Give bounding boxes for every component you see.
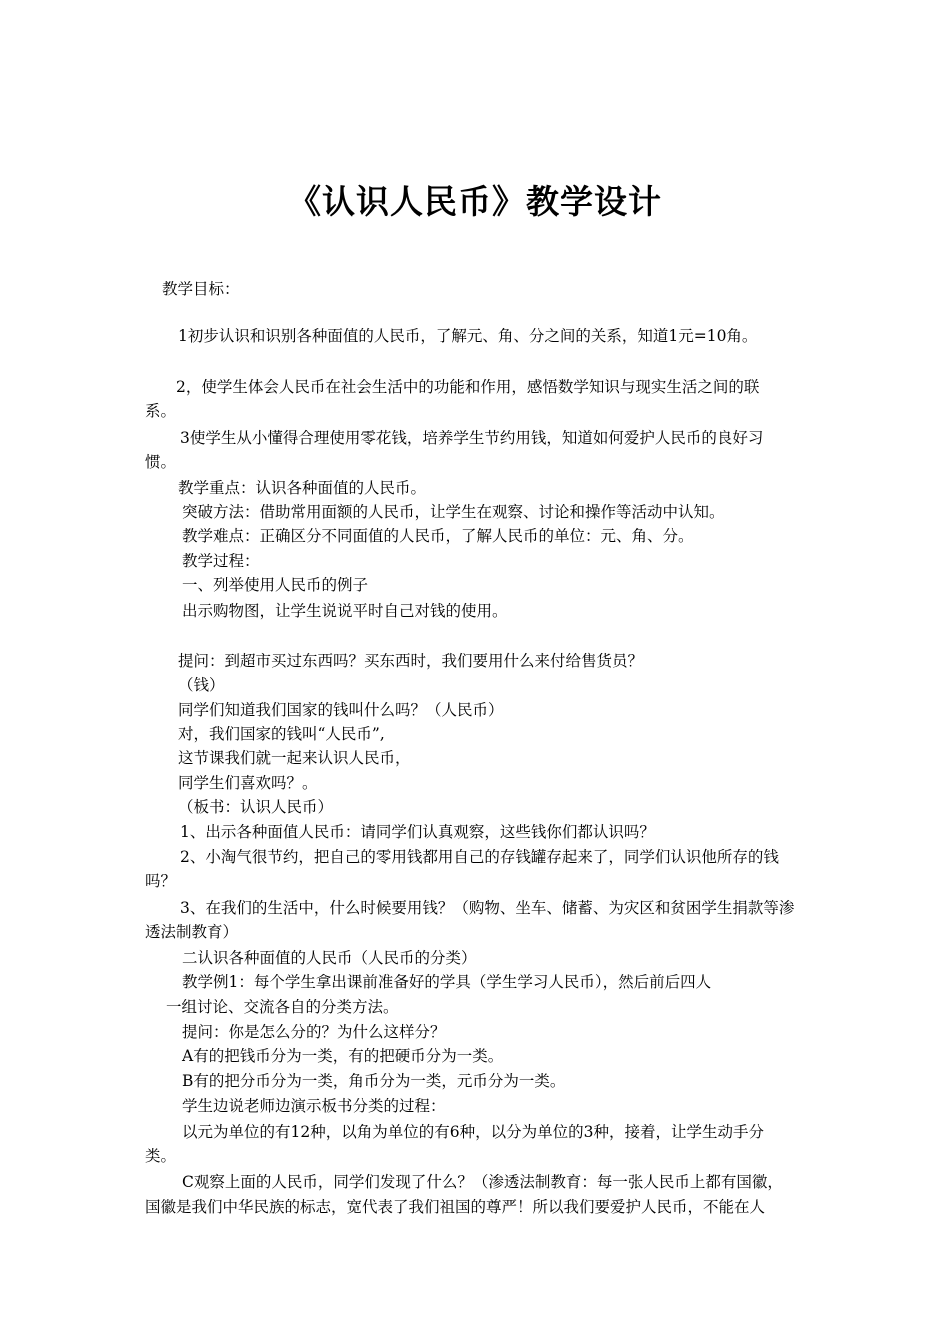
text-line: 突破方法：借助常用面额的人民币，让学生在观察、讨论和操作等活动中认知。	[182, 503, 725, 521]
text-line: 二认识各种面值的人民币（人民币的分类）	[182, 949, 477, 967]
text-line: 对，我们国家的钱叫“人民币”,	[178, 725, 385, 743]
text-line: B有的把分币分为一类，角币分为一类，元币分为一类。	[182, 1072, 566, 1090]
text-line: 透法制教育）	[145, 923, 239, 941]
text-line: 国徽是我们中华民族的标志，宽代表了我们祖国的尊严！所以我们要爱护人民币，不能在人	[145, 1198, 766, 1216]
text-line: 提问：到超市买过东西吗？买东西时，我们要用什么来付给售货员？	[178, 652, 644, 670]
text-line: 2，使学生体会人民币在社会生活中的功能和作用，感悟数学知识与现实生活之间的联	[176, 378, 760, 396]
text-line: 一组讨论、交流各自的分类方法。	[166, 998, 399, 1016]
text-line: C观察上面的人民币，同学们发现了什么？（渗透法制教育：每一张人民币上都有国徽，	[182, 1173, 783, 1191]
text-line: 类。	[145, 1147, 177, 1165]
text-line: 教学过程：	[182, 552, 260, 570]
text-line: 学生边说老师边演示板书分类的过程：	[182, 1097, 446, 1115]
text-line: （钱）	[178, 676, 225, 694]
text-line: 同学生们喜欢吗？。	[178, 774, 318, 792]
text-line: 提问：你是怎么分的？为什么这样分？	[182, 1023, 446, 1041]
text-line: 3、在我们的生活中，什么时候要用钱？（购物、坐车、储蓄、为灾区和贫困学生捐款等渗	[180, 899, 795, 917]
text-line: 系。	[145, 402, 177, 420]
text-line: 1、出示各种面值人民币：请同学们认真观察，这些钱你们都认识吗？	[180, 823, 655, 841]
text-line: 同学们知道我们国家的钱叫什么吗？（人民币）	[178, 701, 504, 719]
text-line: （板书：认识人民币）	[178, 798, 334, 816]
text-line: 出示购物图，让学生说说平时自己对钱的使用。	[182, 602, 508, 620]
text-line: 惯。	[145, 453, 177, 471]
document-title: 《认识人民币》教学设计	[288, 182, 662, 221]
text-line: 1初步认识和识别各种面值的人民币，了解元、角、分之间的关系，知道1元=10角。	[178, 327, 758, 345]
text-line: A有的把钱币分为一类，有的把硬币分为一类。	[182, 1047, 504, 1065]
text-line: 以元为单位的有12种，以角为单位的有6种，以分为单位的3种，接着，让学生动手分	[182, 1123, 764, 1141]
text-line: 教学目标：	[162, 280, 240, 298]
text-line: 一、列举使用人民币的例子	[182, 576, 369, 594]
text-line: 教学重点：认识各种面值的人民币。	[178, 479, 427, 497]
text-line: 2、小淘气很节约，把自己的零用钱都用自己的存钱罐存起来了，同学们认识他所存的钱	[180, 848, 779, 866]
text-line: 教学例1：每个学生拿出课前准备好的学具（学生学习人民币），然后前后四人	[182, 973, 712, 991]
text-line: 这节课我们就一起来认识人民币，	[178, 749, 411, 767]
text-line: 3使学生从小懂得合理使用零花钱，培养学生节约用钱，知道如何爱护人民币的良好习	[180, 429, 764, 447]
text-line: 吗？	[145, 872, 177, 890]
text-line: 教学难点：正确区分不同面值的人民币，了解人民币的单位：元、角、分。	[182, 527, 694, 545]
